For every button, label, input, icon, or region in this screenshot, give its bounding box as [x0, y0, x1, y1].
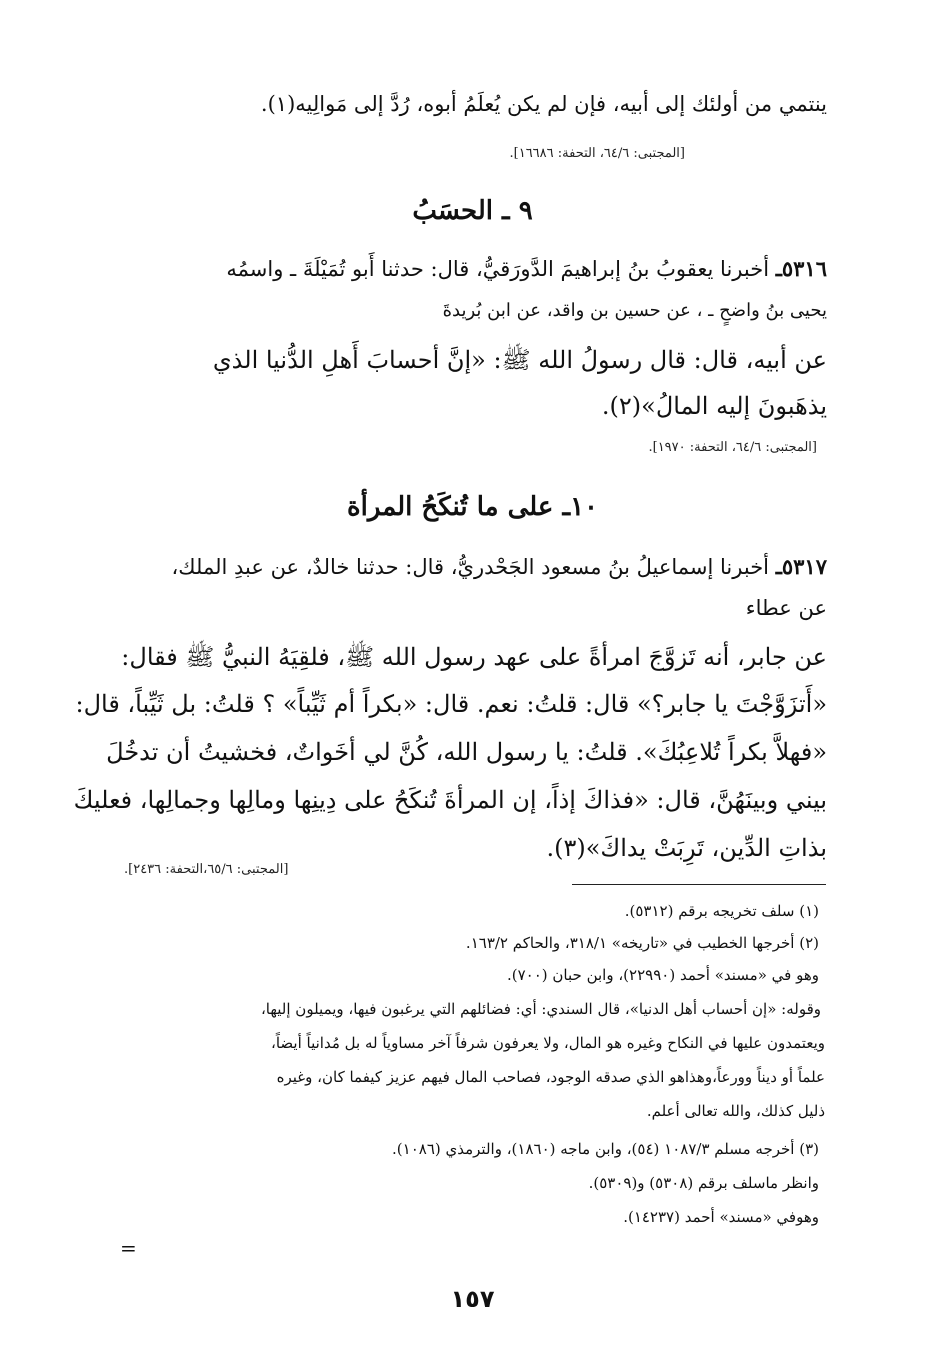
- footnote-2-line4: ويعتمدون عليها في النكاح وغيره هو المال، ولا يعرفون شرفاً آخر مساوياً له بل مُدانياً أيضاً،: [271, 1034, 825, 1052]
- footnote-2-line3: وقوله: «إن أحساب أهل الدنيا»، قال السندي: أي: فضائلهم التي يرغبون فيها، ويميلون إليها،: [260, 1000, 821, 1018]
- reference-5317: [المجتبى: ٦٥/٦،التحفة: ٢٤٣٦].: [124, 862, 289, 877]
- hadith-5317-matn-line4: بيني وبينَهُنَّ، قال: «فذاكَ إذاً، إن المرأةَ تُنكَحُ على دِينِها ومالِها وجمالِها، فعليكَ: [73, 786, 827, 814]
- hadith-5316-matn-line2: يذهَبونَ إليه المالُ»(٢).: [601, 392, 827, 420]
- footnote-3-line3: وهوفي «مسند» أحمد (١٤٢٣٧).: [623, 1208, 819, 1226]
- hadith-5317-isnad-text: أخبرنا إسماعيلُ بنُ مسعود الجَحْدريُّ، قال: حدثنا خالدٌ، عن عبدِ الملك،: [171, 555, 770, 579]
- section-heading-9: ٩ ـ الحسَبُ: [412, 196, 533, 226]
- text-line-top: ينتمي من أولئك إلى أبيه، فإن لم يكن يُعلَمُ أبوه، رُدَّ إلى مَوالِيه(١).: [260, 92, 827, 116]
- footnote-3-line2: وانظر ماسلف برقم (٥٣٠٨) و(٥٣٠٩).: [588, 1174, 819, 1192]
- hadith-5317-matn-line2: «أَتزَوَّجْتَ يا جابر؟» قال: قلتُ: نعم. قال: «بكراً أم ثَيِّباً» ؟ قلتُ: بل ثَيِّباً، قال:: [75, 690, 827, 718]
- hadith-number-5316: ٥٣١٦ـ: [775, 256, 827, 281]
- reference-5316: [المجتبى: ٦٤/٦، التحفة: ١٩٧٠].: [648, 440, 817, 455]
- footnote-2-line5: علماً أو ديناً وورعاً،وهذاهو الذي صدقه الوجود، فصاحب المال فيهم عزيز كيفما كان، وغيره: [276, 1068, 825, 1086]
- page-number: ١٥٧: [450, 1285, 495, 1313]
- hadith-5317-matn-line5: بذاتِ الدِّين، تَرِبَتْ يداكَ»(٣).: [546, 834, 827, 862]
- hadith-5317-isnad-line2: عن عطاء: [745, 596, 827, 620]
- hadith-number-5317: ٥٣١٧ـ: [775, 554, 827, 579]
- footnote-1: (١) سلف تخريجه برقم (٥٣١٢).: [624, 902, 819, 920]
- continuation-mark: =: [120, 1236, 137, 1260]
- section-heading-10: ١٠ـ على ما تُنكَحُ المرأة: [347, 492, 598, 522]
- hadith-5316-isnad-line1: [128, 256, 827, 281]
- footnote-2-line1: (٢) أخرجها الخطيب في «تاريخه» ٣١٨/١، والحاكم ١٦٣/٢.: [465, 934, 819, 952]
- footnote-3-line1: (٣) أخرجه مسلم ١٠٨٧/٣ (٥٤)، وابن ماجه (١٨٦٠)، والترمذي (١٠٨٦).: [392, 1140, 819, 1158]
- footnote-2-line6: ذليل كذلك، والله تعالى أعلم.: [646, 1102, 825, 1120]
- hadith-5317-matn-line1: عن جابر، أنه تَزوَّجَ امرأةً على عهد رسول الله ﷺ، فلقِيَهُ النبيُّ ﷺ فقال:: [121, 643, 827, 671]
- hadith-5317-matn-line3: «فهلاَّ بكراً تُلاعِبُكَ». قلتُ: يا رسول الله، كُنَّ لي أخَواتٌ، فخشيتُ أن تدخُلَ: [106, 738, 827, 766]
- reference-top: [المجتبى: ٦٤/٦، التحفة: ١٦٦٨٦].: [509, 146, 685, 161]
- hadith-5316-isnad-text: أخبرنا يعقوبُ بنُ إبراهيمَ الدَّورَقيُّ، قال: حدثنا أَبو تُمَيْلَةَ ـ واسمُه: [226, 257, 770, 281]
- hadith-5316-matn-line1: عن أبيه، قال: قال رسولُ الله ﷺ: «إنَّ أحسابَ أَهلِ الدُّنيا الذي: [212, 346, 827, 374]
- hadith-5316-isnad-line2: يحيى بنُ واضحٍ ـ ، عن حسين بن واقد، عن ابن بُريدةَ: [442, 300, 827, 321]
- hadith-5317-isnad-line1: [172, 554, 827, 579]
- footnote-separator: [572, 884, 826, 885]
- footnote-2-line2: وهو في «مسند» أحمد (٢٢٩٩٠)، وابن حبان (٧٠٠).: [507, 966, 819, 984]
